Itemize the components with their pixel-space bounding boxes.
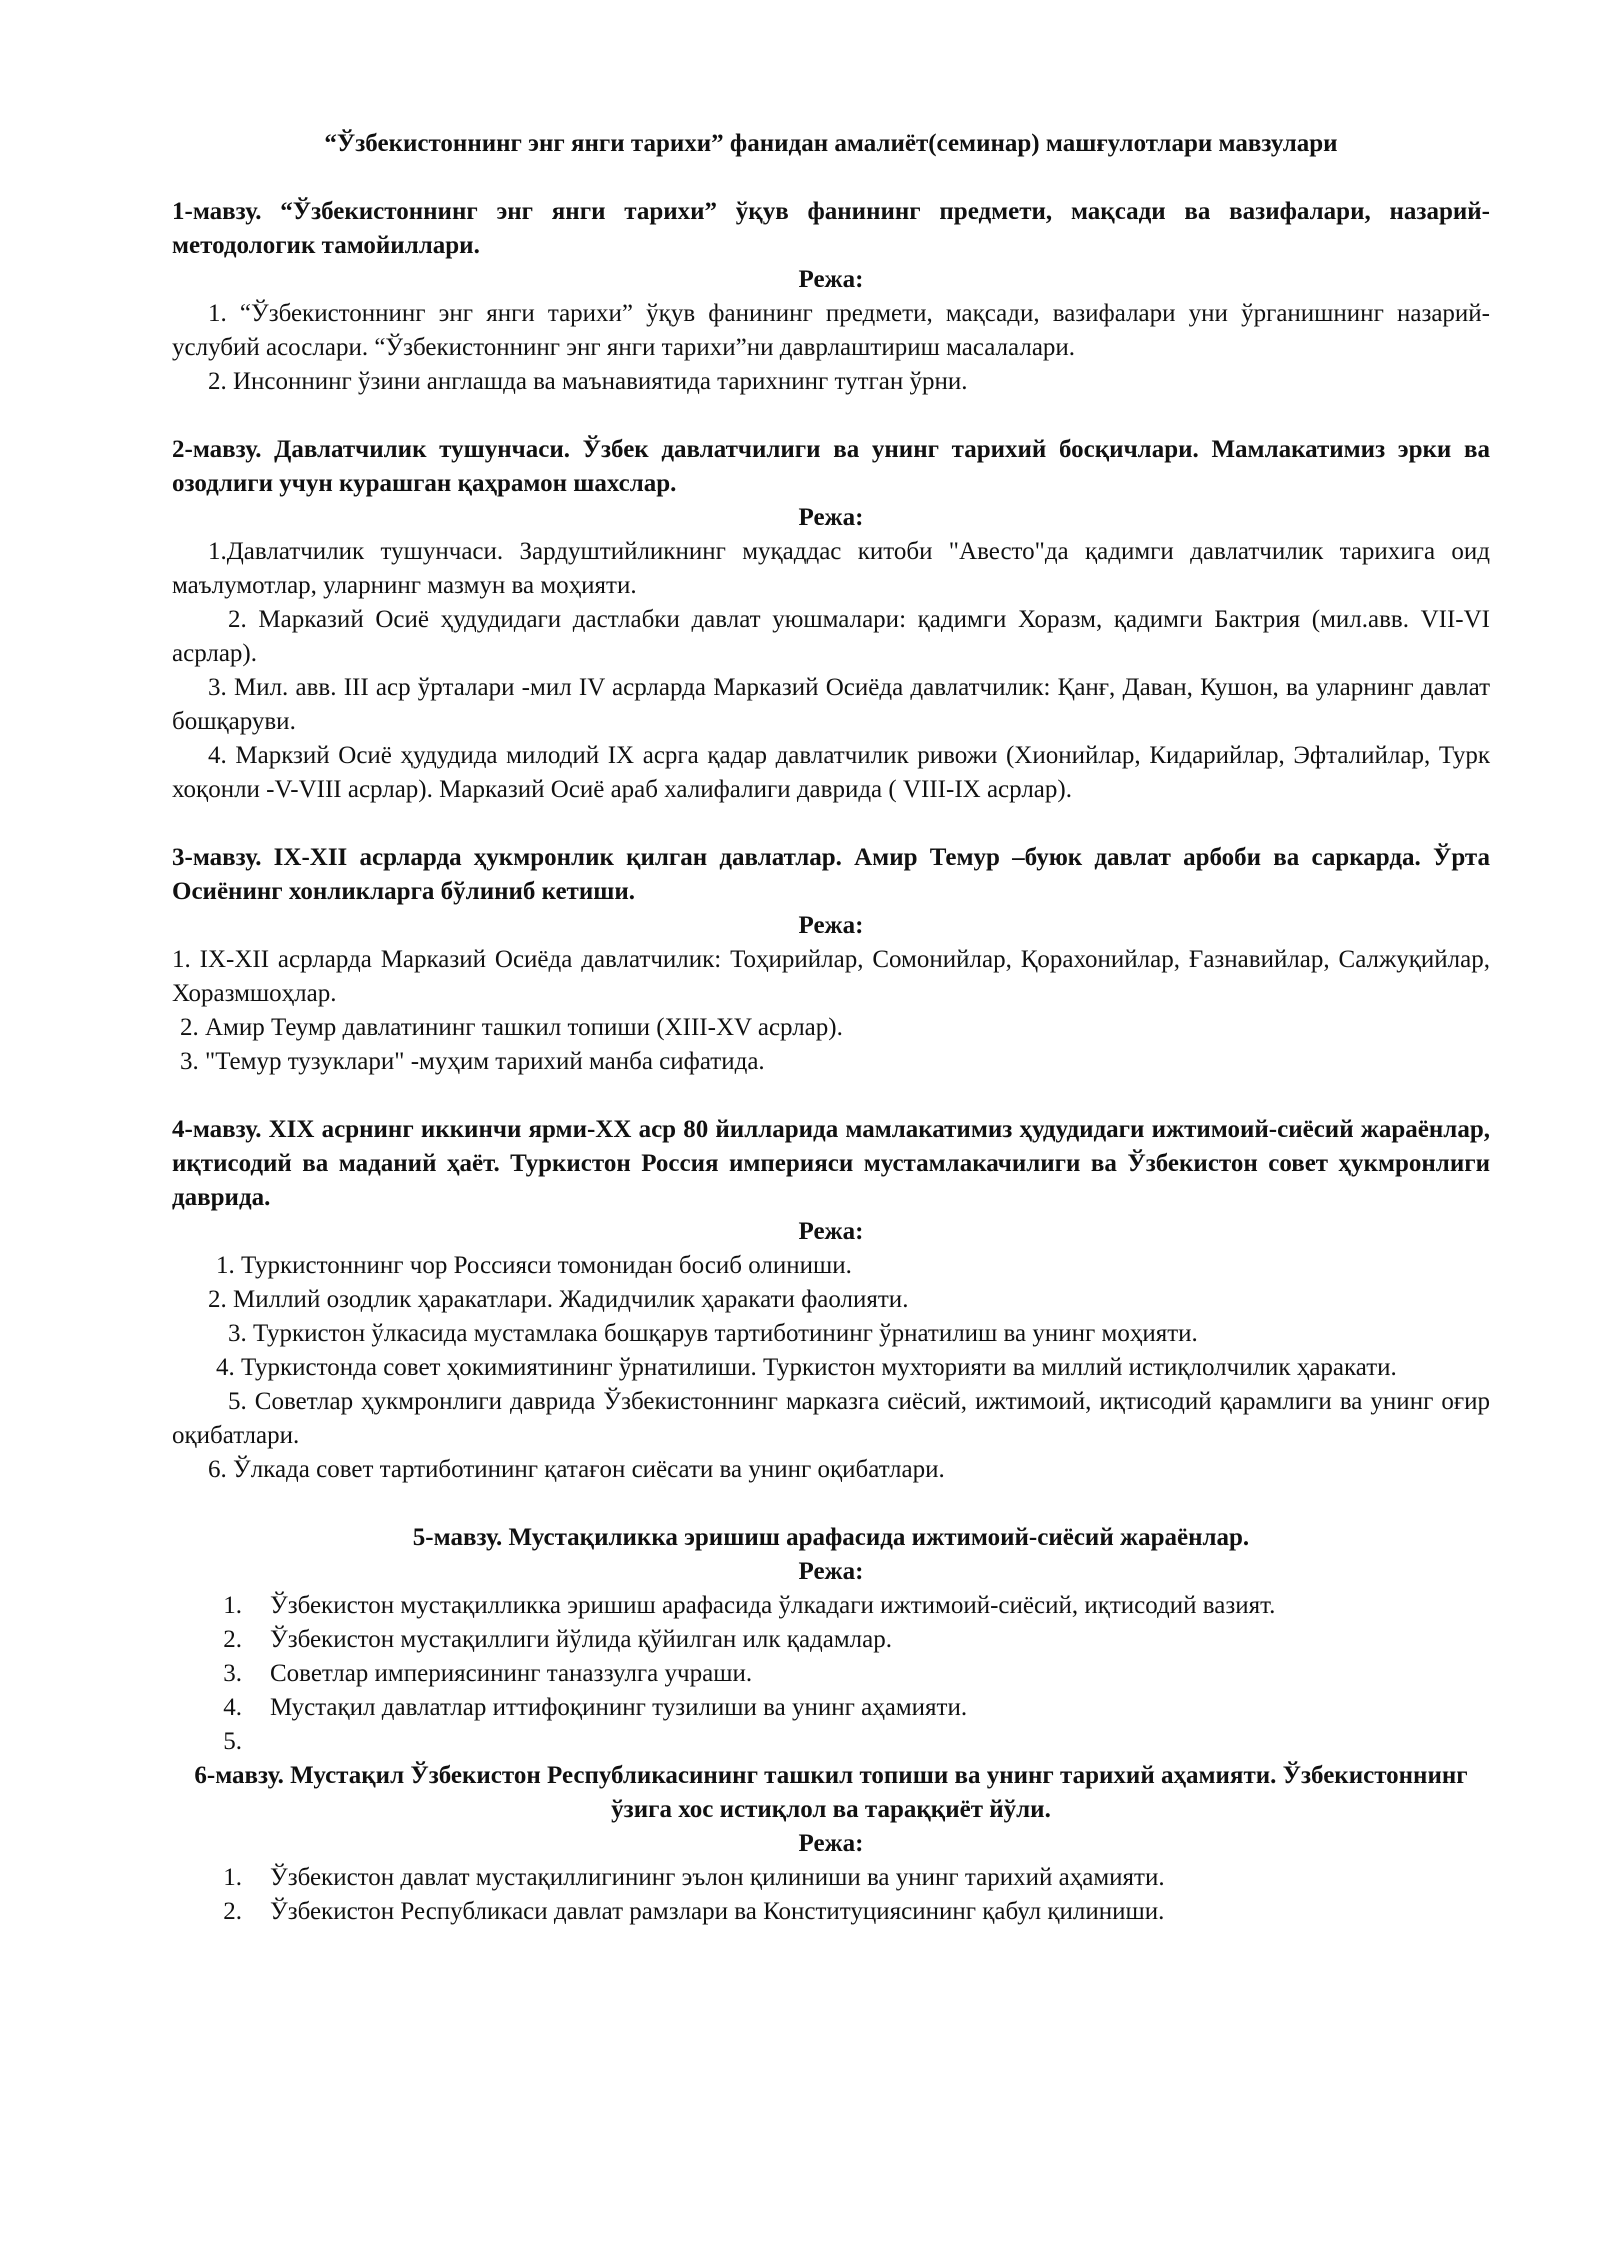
topic-6 — [172, 1759, 1490, 1929]
topic-1 — [172, 195, 1490, 399]
topic-heading: 3-мавзу. IX-XII асрларда ҳукмронлик қилган давлатлар. Амир Темур –буюк давлат арбоби ва саркарда. Ўрта Осиёнинг хонликларга бўлиниб кетиши. — [172, 844, 1490, 905]
list-item — [172, 1589, 1490, 1623]
list-item: 1.Давлатчилик тушунчаси. Зардуштийликнинг муқаддас китоби "Авесто"да қадимги давлатчилик тарихига оид маълумотлар, уларнинг мазмун ва моҳияти. — [172, 538, 1490, 599]
list-item — [172, 1657, 1490, 1691]
list-text: Ўзбекистон мустақилликка эришиш арафасида ўлкадаги ижтимоий-сиёсий, иқтисодий вазият. — [270, 1592, 1276, 1619]
topic-heading: 2-мавзу. Давлатчилик тушунчаси. Ўзбек давлатчилиги ва унинг тарихий босқичлари. Мамлакатимиз эрки ва озодлиги учун курашган қаҳрамон шахслар. — [172, 436, 1490, 497]
list-item: 4. Туркистонда совет ҳокимиятининг ўрнатилиши. Туркистон мухторияти ва миллий истиқлолчилик ҳаракати. — [216, 1354, 1397, 1381]
list-text: Ўзбекистон мустақиллиги йўлида қўйилган илк қадамлар. — [270, 1626, 892, 1653]
numbered-list — [172, 1861, 1490, 1929]
list-item — [172, 1691, 1490, 1725]
list-number: 1. — [223, 1592, 242, 1619]
list-item: 2. Инсоннинг ўзини англашда ва маънавиятида тарихнинг тутган ўрни. — [208, 368, 968, 395]
list-item: 2. Миллий озодлик ҳаракатлари. Жадидчилик ҳаракати фаолияти. — [208, 1286, 909, 1313]
reja-label: Режа: — [798, 266, 864, 293]
list-number: 2. — [223, 1898, 242, 1925]
reja-label: Режа: — [798, 1558, 864, 1585]
topic-4 — [172, 1113, 1490, 1487]
topic-heading: 5-мавзу. Мустақиликка эришиш арафасида ижтимоий-сиёсий жараёнлар. — [412, 1524, 1250, 1551]
list-item — [172, 1725, 1490, 1759]
reja-label: Режа: — [798, 504, 864, 531]
list-text: Ўзбекистон давлат мустақиллигининг эълон қилиниши ва унинг тарихий аҳамияти. — [270, 1864, 1165, 1891]
list-text — [270, 1725, 1490, 1759]
list-item — [172, 1623, 1490, 1657]
list-item — [172, 1861, 1490, 1895]
document-title: “Ўзбекистоннинг энг янги тарихи” фанидан амалиёт(семинар) машғулотлари мавзулари — [324, 130, 1338, 157]
list-number: 5. — [223, 1728, 242, 1755]
list-item: 1. IX-XII асрларда Марказий Осиёда давлатчилик: Тоҳирийлар, Сомонийлар, Қорахонийлар, Ғазнавийлар, Салжуқийлар, Хоразмшоҳлар. — [172, 946, 1490, 1007]
list-item — [172, 1895, 1490, 1929]
list-item: 3. Мил. авв. III аср ўрталари -мил IV асрларда Марказий Осиёда давлатчилик: Қанғ, Даван, Кушон, ва уларнинг давлат бошқаруви. — [172, 674, 1490, 735]
list-number: 4. — [223, 1694, 242, 1721]
list-item: 2. Амир Теумр давлатининг ташкил топиши (XIII-XV асрлар). — [180, 1014, 843, 1041]
document-body — [172, 127, 1490, 1929]
list-item: 1. Туркистоннинг чор Россияси томонидан босиб олиниши. — [216, 1252, 852, 1279]
list-item: 2. Марказий Осиё ҳудудидаги дастлабки давлат уюшмалари: қадимги Хоразм, қадимги Бактрия (мил.авв. VII-VI асрлар). — [172, 606, 1490, 667]
reja-label: Режа: — [798, 1218, 864, 1245]
numbered-list — [172, 1589, 1490, 1759]
list-text: Мустақил давлатлар иттифоқининг тузилиши ва унинг аҳамияти. — [270, 1694, 968, 1721]
reja-label: Режа: — [798, 1830, 864, 1857]
list-item: 3. "Темур тузуклари" -муҳим тарихий манба сифатида. — [180, 1048, 765, 1075]
list-number: 2. — [223, 1626, 242, 1653]
reja-label: Режа: — [798, 912, 864, 939]
topic-5 — [172, 1521, 1490, 1759]
list-text: Ўзбекистон Республикаси давлат рамзлари ва Конституциясининг қабул қилиниши. — [270, 1898, 1165, 1925]
topic-heading: 1-мавзу. “Ўзбекистоннинг энг янги тарихи” ўқув фанининг предмети, мақсади ва вазифалари, назарий-методологик тамойиллари. — [172, 198, 1490, 259]
topic-3 — [172, 841, 1490, 1079]
list-item: 5. Советлар ҳукмронлиги даврида Ўзбекистоннинг марказга сиёсий, ижтимоий, иқтисодий қарамлиги ва унинг оғир оқибатлари. — [172, 1388, 1490, 1449]
topic-heading: 4-мавзу. XIX асрнинг иккинчи ярми-XX аср 80 йилларида мамлакатимиз ҳудудидаги ижтимоий-сиёсий жараёнлар, иқтисодий ва маданий ҳаёт. Туркистон Россия империяси мустамлакачилиги ва Ўзбекистон совет ҳукмронлиги даврида. — [172, 1116, 1490, 1211]
topic-2 — [172, 433, 1490, 807]
list-item: 1. “Ўзбекистоннинг энг янги тарихи” ўқув фанининг предмети, мақсади, вазифалари уни ўрганишнинг назарий-услубий асослари. “Ўзбекистоннинг энг янги тарихи”ни даврлаштириш масалалари. — [172, 300, 1490, 361]
list-number: 3. — [223, 1660, 242, 1687]
list-text: Советлар империясининг таназзулга учраши. — [270, 1660, 753, 1687]
list-number: 1. — [223, 1864, 242, 1891]
list-item: 3. Туркистон ўлкасида мустамлака бошқарув тартиботининг ўрнатилиш ва унинг моҳияти. — [228, 1320, 1198, 1347]
list-item: 6. Ўлкада совет тартиботининг қатағон сиёсати ва унинг оқибатлари. — [208, 1456, 945, 1483]
list-item: 4. Маркзий Осиё ҳудудида милодий IX асрга қадар давлатчилик ривожи (Хионийлар, Кидарийлар, Эфталийлар, Турк хоқонли -V-VIII асрлар). Марказий Осиё араб халифалиги даврида ( VIII-IX асрлар). — [172, 742, 1490, 803]
topic-heading: 6-мавзу. Мустақил Ўзбекистон Республикасининг ташкил топиши ва унинг тарихий аҳамияти. Ўзбекистоннинг ўзига хос истиқлол ва тараққиёт йўли. — [194, 1762, 1468, 1823]
